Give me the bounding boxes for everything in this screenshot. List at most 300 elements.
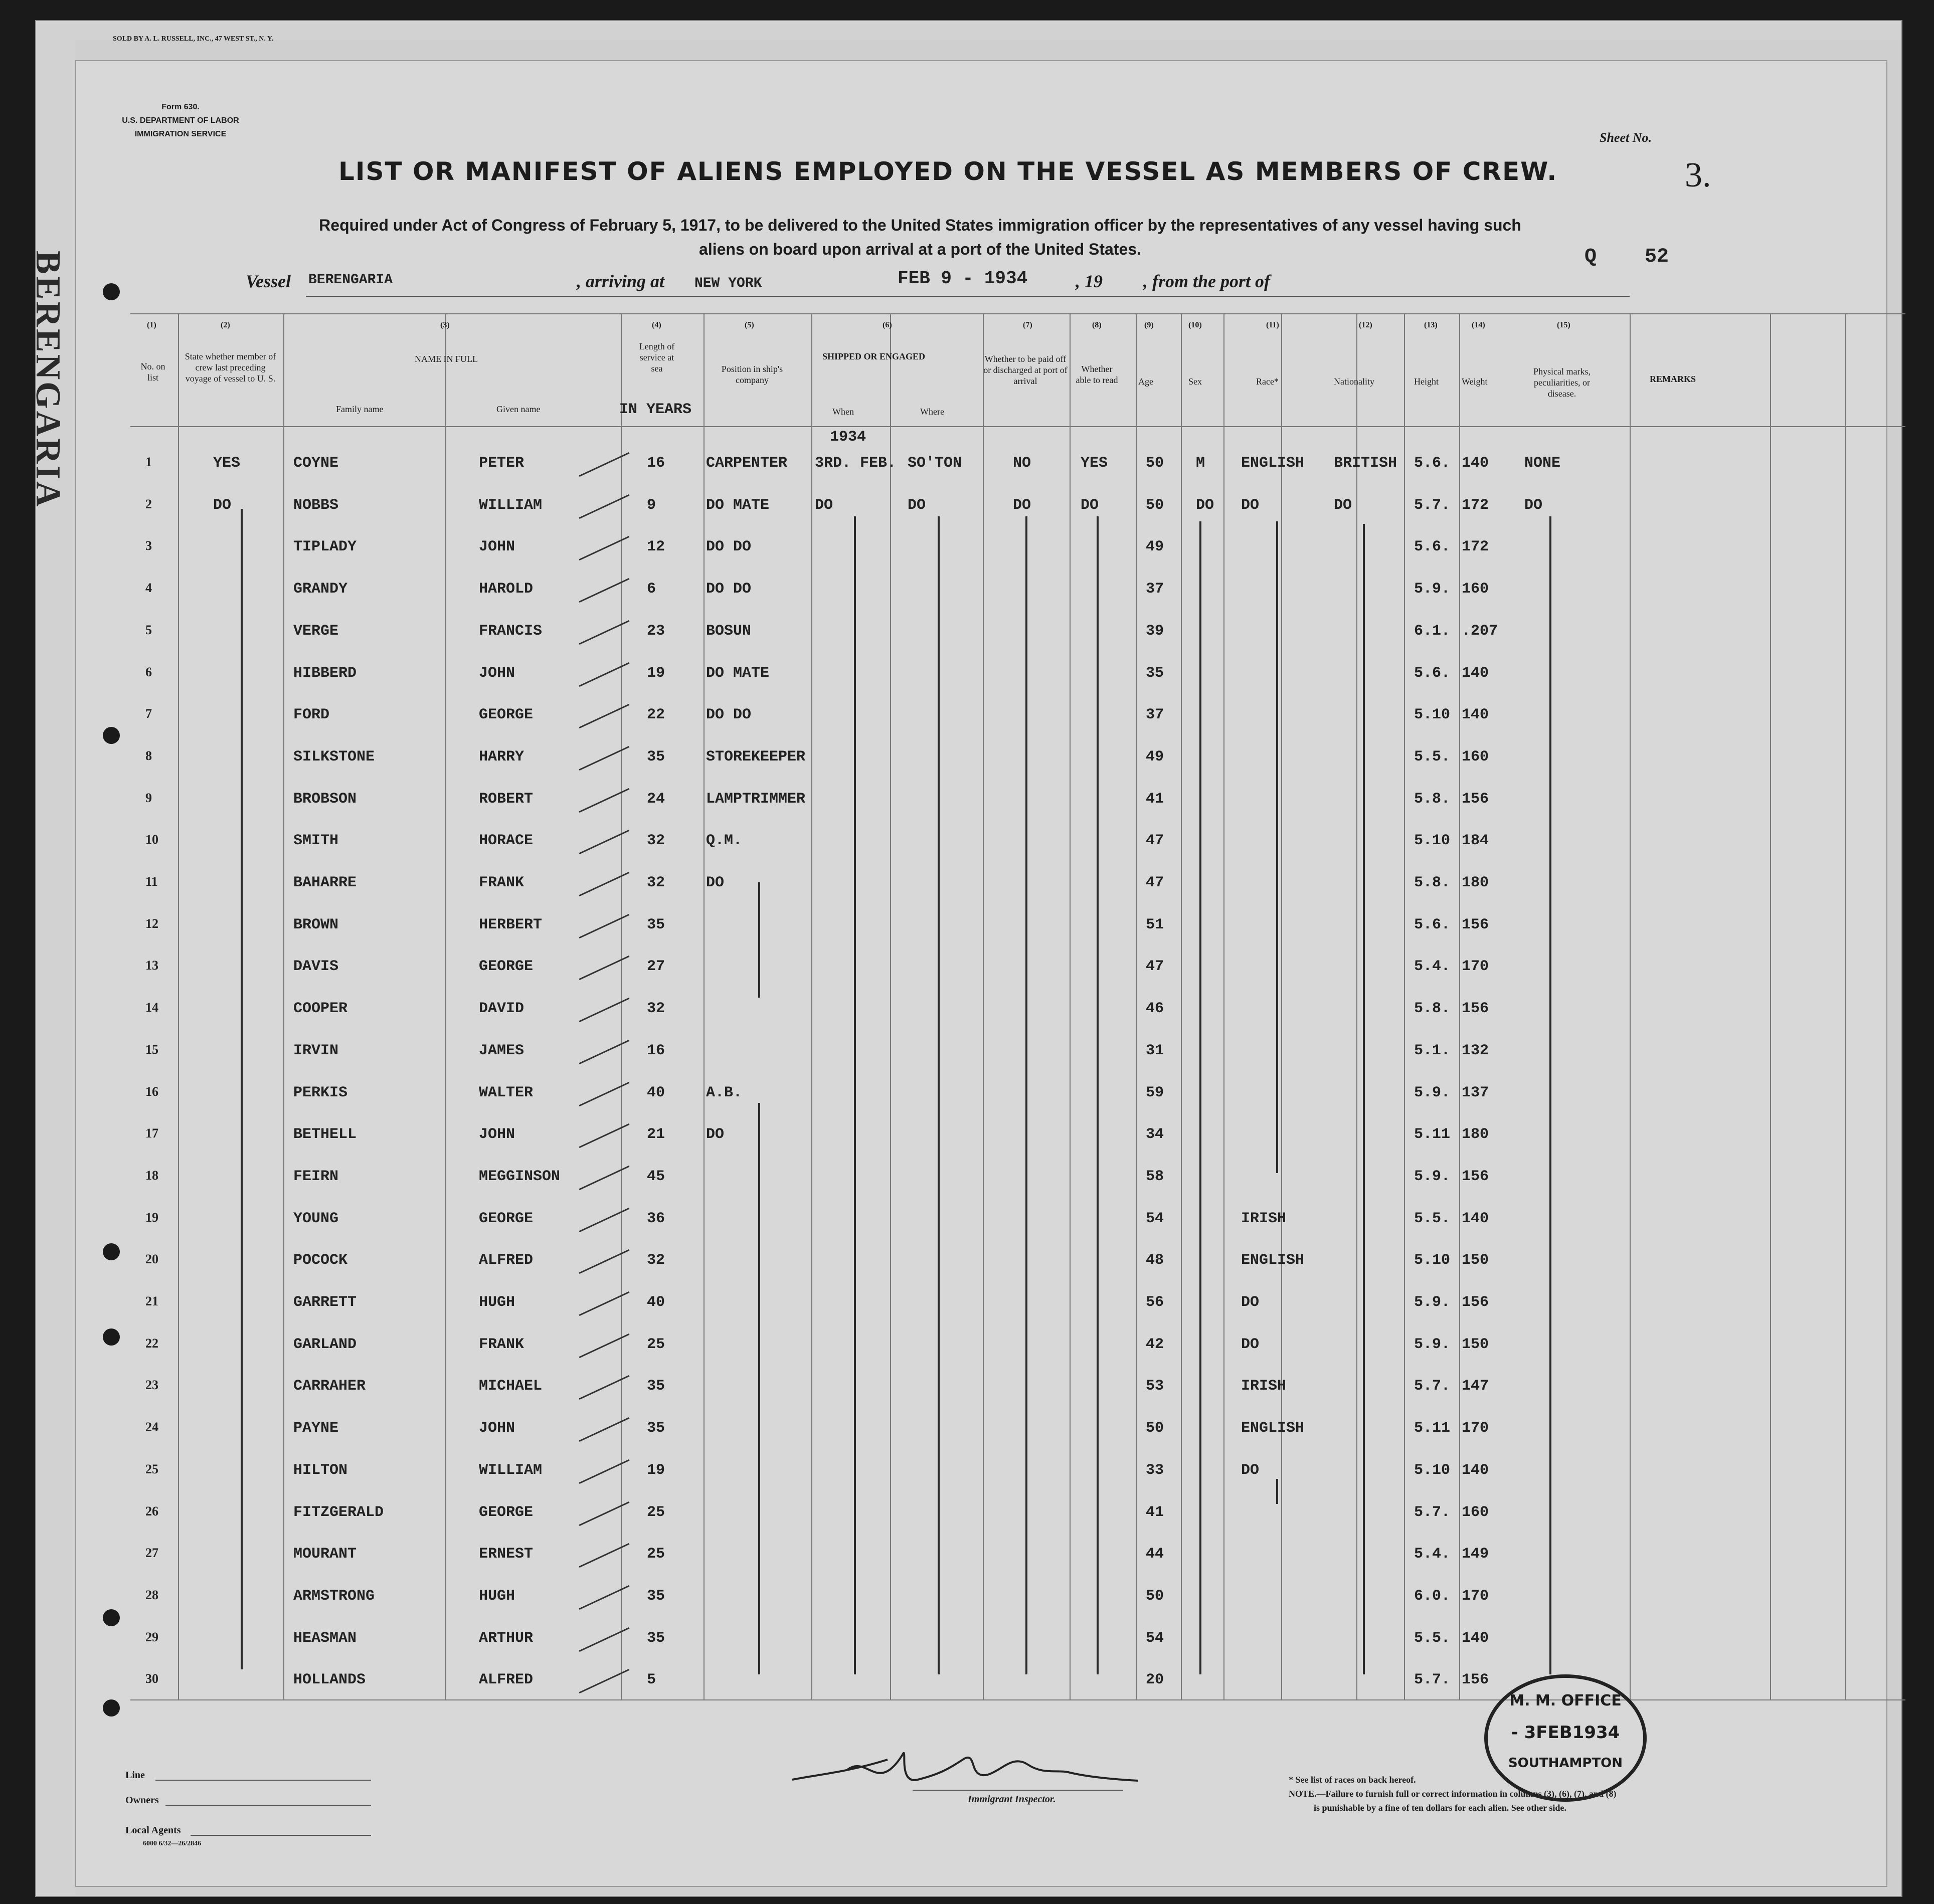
- cell-position: DO MATE: [706, 664, 770, 682]
- cell-age: 31: [1146, 1042, 1164, 1059]
- cell-height: 5.8.: [1414, 874, 1451, 891]
- col3-number: (3): [440, 321, 450, 329]
- printer-credit: SOLD BY A. L. RUSSELL, INC., 47 WEST ST., N. Y.: [113, 35, 274, 43]
- cell-weight: 150: [1462, 1252, 1489, 1269]
- col11-number: (11): [1266, 321, 1279, 329]
- cell-weight: 156: [1462, 1168, 1489, 1185]
- cell-service: 19: [647, 664, 665, 682]
- cell-age: 50: [1146, 455, 1164, 472]
- cell-no: 9: [145, 790, 152, 805]
- cell-age: 41: [1146, 790, 1164, 808]
- ditto-line: [1276, 521, 1278, 1173]
- ditto-line: [758, 882, 760, 998]
- cell-given: JOHN: [479, 538, 515, 556]
- cell-no: 22: [145, 1336, 158, 1351]
- cell-position: CARPENTER: [706, 455, 788, 472]
- cell-given: WALTER: [479, 1084, 534, 1101]
- cell-service: 35: [647, 1420, 665, 1437]
- table-row: [0, 659, 1775, 700]
- cell-age: 56: [1146, 1294, 1164, 1311]
- cell-no: 11: [145, 874, 158, 889]
- line-label: Line: [125, 1770, 145, 1781]
- service: IMMIGRATION SERVICE: [134, 130, 227, 138]
- table-row: [0, 785, 1775, 826]
- cell-height: 5.11: [1414, 1126, 1451, 1144]
- col14-label: Weight: [1462, 376, 1488, 387]
- cell-race: IRISH: [1241, 1378, 1287, 1395]
- cell-height: 5.7.: [1414, 1671, 1451, 1689]
- agents-underline: [191, 1835, 371, 1836]
- col6-label: SHIPPED OR ENGAGED: [822, 351, 926, 361]
- cell-weight: 160: [1462, 748, 1489, 766]
- cell-given: FRANCIS: [479, 622, 543, 640]
- penalty-note-2: is punishable by a fine of ten dollars for each alien. See other side.: [1314, 1803, 1566, 1813]
- cell-weight: 140: [1462, 1210, 1489, 1227]
- cell-service: 27: [647, 958, 665, 976]
- cell-family: BROWN: [293, 916, 339, 933]
- cell-family: PAYNE: [293, 1420, 339, 1437]
- table-row: [0, 868, 1775, 910]
- cell-race: ENGLISH: [1241, 455, 1305, 472]
- cell-family: HEASMAN: [293, 1629, 357, 1647]
- table-row: [0, 449, 1775, 490]
- cell-no: 5: [145, 622, 152, 637]
- col11-label: Race*: [1256, 376, 1279, 387]
- cell-weight: 170: [1462, 1420, 1489, 1437]
- table-row: [0, 1330, 1775, 1372]
- cell-no: 27: [145, 1546, 158, 1561]
- cell-marks: NONE: [1524, 455, 1561, 472]
- ditto-line: [241, 509, 243, 1669]
- cell-sex: M: [1196, 455, 1205, 472]
- cell-race: IRISH: [1241, 1210, 1287, 1227]
- year-label: , 19: [1076, 271, 1103, 291]
- table-row: [0, 491, 1775, 532]
- cell-service: 16: [647, 455, 665, 472]
- cell-age: 44: [1146, 1546, 1164, 1563]
- cell-age: 58: [1146, 1168, 1164, 1185]
- cell-height: 5.9.: [1414, 1336, 1451, 1353]
- ditto-line: [938, 516, 940, 1674]
- cell-age: 47: [1146, 958, 1164, 976]
- cell-age: 47: [1146, 832, 1164, 850]
- cell-position: STOREKEEPER: [706, 748, 806, 766]
- sheet-label: Sheet No.: [1600, 130, 1652, 145]
- cell-family: NOBBS: [293, 496, 339, 514]
- cell-service: 5: [647, 1671, 656, 1689]
- col1-number: (1): [147, 321, 156, 329]
- cell-nationality: BRITISH: [1334, 455, 1397, 472]
- cell-given: GEORGE: [479, 1503, 534, 1521]
- from-port-label: , from the port of: [1143, 271, 1271, 291]
- inspector-underline: [913, 1790, 1123, 1791]
- cell-no: 29: [145, 1629, 158, 1644]
- shipped-year: 1934: [830, 429, 866, 446]
- table-row: [0, 1624, 1775, 1665]
- cell-weight: 156: [1462, 790, 1489, 808]
- cell-height: 5.7.: [1414, 1503, 1451, 1521]
- cell-weight: 184: [1462, 832, 1489, 850]
- cell-height: 5.10: [1414, 706, 1451, 724]
- cell-no: 23: [145, 1378, 158, 1393]
- cell-no: 16: [145, 1084, 158, 1099]
- cell-family: COYNE: [293, 455, 339, 472]
- col3-label: NAME IN FULL: [415, 354, 478, 364]
- cell-given: HERBERT: [479, 916, 543, 933]
- cell-weight: 156: [1462, 1000, 1489, 1018]
- cell-age: 50: [1146, 496, 1164, 514]
- list-number: 52: [1645, 246, 1669, 268]
- cell-race: DO: [1241, 1294, 1260, 1311]
- table-row: [0, 532, 1775, 574]
- cell-height: 5.5.: [1414, 1629, 1451, 1647]
- cell-weight: 149: [1462, 1546, 1489, 1563]
- table-row: [0, 742, 1775, 784]
- cell-service: 22: [647, 706, 665, 724]
- cell-weight: 140: [1462, 1461, 1489, 1479]
- vessel-underline: [306, 296, 1630, 297]
- cell-marks: DO: [1524, 496, 1543, 514]
- table-row: [0, 1162, 1775, 1204]
- col14-number: (14): [1472, 321, 1485, 329]
- subtitle: Required under Act of Congress of February 5, 1917, to be delivered to the United States immigration officer by the representatives of any vessel having such aliens on board upon arrival at a port of the United States.: [319, 216, 1521, 258]
- ditto-line: [1549, 516, 1551, 1674]
- arrival-date: FEB 9 - 1934: [898, 268, 1028, 289]
- table-row: [0, 1246, 1775, 1287]
- cell-given: MEGGINSON: [479, 1168, 561, 1185]
- table-row: [0, 952, 1775, 994]
- cell-position: DO DO: [706, 538, 752, 556]
- cell-height: 5.6.: [1414, 538, 1451, 556]
- table-row: [0, 1582, 1775, 1623]
- cell-race: DO: [1241, 1336, 1260, 1353]
- owners-underline: [165, 1805, 371, 1806]
- cell-weight: 140: [1462, 706, 1489, 724]
- cell-family: COOPER: [293, 1000, 348, 1018]
- cell-no: 24: [145, 1420, 158, 1435]
- cell-no: 28: [145, 1587, 158, 1602]
- cell-height: 5.9.: [1414, 1084, 1451, 1101]
- cell-weight: 160: [1462, 1503, 1489, 1521]
- cell-height: 5.8.: [1414, 790, 1451, 808]
- cell-service: 24: [647, 790, 665, 808]
- cell-age: 50: [1146, 1587, 1164, 1605]
- cell-position: BOSUN: [706, 622, 752, 640]
- col4-number: (4): [652, 321, 661, 329]
- cell-no: 18: [145, 1168, 158, 1183]
- ditto-line: [1025, 516, 1027, 1674]
- cell-service: 40: [647, 1084, 665, 1101]
- cell-height: 5.10: [1414, 832, 1451, 850]
- cell-given: HUGH: [479, 1587, 515, 1605]
- cell-member: DO: [213, 496, 232, 514]
- cell-weight: 147: [1462, 1378, 1489, 1395]
- cell-no: 25: [145, 1461, 158, 1476]
- cell-family: GARRETT: [293, 1294, 357, 1311]
- cell-family: GRANDY: [293, 581, 348, 598]
- ditto-line: [1097, 516, 1099, 1674]
- col9-label: Age: [1138, 376, 1153, 387]
- table-row: [0, 1204, 1775, 1246]
- cell-height: 5.6.: [1414, 916, 1451, 933]
- inspector-signature: [787, 1740, 1148, 1800]
- vessel-label: Vessel: [246, 271, 291, 291]
- cell-height: 5.11: [1414, 1420, 1451, 1437]
- cell-family: FEIRN: [293, 1168, 339, 1185]
- cell-weight: .207: [1462, 622, 1498, 640]
- cell-service: 12: [647, 538, 665, 556]
- cell-age: 20: [1146, 1671, 1164, 1689]
- cell-given: ROBERT: [479, 790, 534, 808]
- cell-no: 6: [145, 664, 152, 679]
- cell-weight: 132: [1462, 1042, 1489, 1059]
- cell-height: 5.6.: [1414, 455, 1451, 472]
- cell-weight: 170: [1462, 958, 1489, 976]
- cell-given: ERNEST: [479, 1546, 534, 1563]
- department: U.S. DEPARTMENT OF LABOR: [122, 116, 239, 125]
- cell-family: BETHELL: [293, 1126, 357, 1144]
- cell-position: DO MATE: [706, 496, 770, 514]
- cell-service: 19: [647, 1461, 665, 1479]
- cell-given: ALFRED: [479, 1252, 534, 1269]
- cell-service: 16: [647, 1042, 665, 1059]
- cell-service: 36: [647, 1210, 665, 1227]
- col7-number: (7): [1023, 321, 1032, 329]
- cell-weight: 150: [1462, 1336, 1489, 1353]
- cell-age: 42: [1146, 1336, 1164, 1353]
- cell-weight: 156: [1462, 916, 1489, 933]
- cell-when: 3RD. FEB.: [815, 455, 897, 472]
- cell-weight: 156: [1462, 1671, 1489, 1689]
- page-edge-stamp: BERENGARIA: [29, 251, 67, 509]
- col13-label: Height: [1414, 376, 1439, 387]
- cell-family: HOLLANDS: [293, 1671, 366, 1689]
- cell-given: JOHN: [479, 1126, 515, 1144]
- cell-family: POCOCK: [293, 1252, 348, 1269]
- cell-service: 6: [647, 581, 656, 598]
- cell-family: HILTON: [293, 1461, 348, 1479]
- table-row: [0, 1036, 1775, 1078]
- cell-age: 37: [1146, 706, 1164, 724]
- cell-position: DO DO: [706, 581, 752, 598]
- cell-service: 35: [647, 916, 665, 933]
- cell-height: 5.6.: [1414, 664, 1451, 682]
- ditto-line: [1363, 524, 1365, 1674]
- cell-service: 40: [647, 1294, 665, 1311]
- cell-height: 5.7.: [1414, 1378, 1451, 1395]
- cell-given: MICHAEL: [479, 1378, 543, 1395]
- cell-height: 5.7.: [1414, 496, 1451, 514]
- table-row: [0, 1288, 1775, 1329]
- cell-family: FORD: [293, 706, 330, 724]
- cell-nationality: DO: [1334, 496, 1352, 514]
- cell-height: 5.9.: [1414, 1294, 1451, 1311]
- cell-given: HORACE: [479, 832, 534, 850]
- cell-race: DO: [1241, 1461, 1260, 1479]
- col6-when-label: When: [832, 407, 854, 417]
- col2-label: State whether member of crew last preceding voyage of vessel to U. S.: [185, 351, 276, 384]
- cell-read: YES: [1081, 455, 1108, 472]
- table-row: [0, 1498, 1775, 1540]
- cell-service: 32: [647, 1252, 665, 1269]
- cell-no: 13: [145, 958, 158, 973]
- sheet-number: 3.: [1685, 156, 1711, 195]
- cell-family: YOUNG: [293, 1210, 339, 1227]
- table-row: [0, 994, 1775, 1036]
- cell-family: BROBSON: [293, 790, 357, 808]
- cell-family: IRVIN: [293, 1042, 339, 1059]
- cell-no: 7: [145, 706, 152, 721]
- col9-number: (9): [1144, 321, 1154, 329]
- cell-service: 23: [647, 622, 665, 640]
- cell-given: WILLIAM: [479, 496, 543, 514]
- cell-height: 5.1.: [1414, 1042, 1451, 1059]
- ditto-line: [758, 1103, 760, 1674]
- cell-no: 21: [145, 1294, 158, 1308]
- cell-family: SILKSTONE: [293, 748, 375, 766]
- table-row: [0, 826, 1775, 868]
- cell-weight: 180: [1462, 874, 1489, 891]
- cell-given: JAMES: [479, 1042, 524, 1059]
- cell-family: FITZGERALD: [293, 1503, 384, 1521]
- cell-given: ALFRED: [479, 1671, 534, 1689]
- penalty-note: NOTE.—Failure to furnish full or correct information in columns (3), (6), (7), and (8): [1289, 1789, 1617, 1799]
- column-divider: [1845, 313, 1846, 1699]
- cell-age: 41: [1146, 1503, 1164, 1521]
- cell-service: 45: [647, 1168, 665, 1185]
- cell-age: 34: [1146, 1126, 1164, 1144]
- cell-service: 9: [647, 496, 656, 514]
- cell-member: YES: [213, 455, 241, 472]
- cell-weight: 140: [1462, 664, 1489, 682]
- cell-family: DAVIS: [293, 958, 339, 976]
- vessel-name: BERENGARIA: [308, 272, 393, 288]
- cell-family: ARMSTRONG: [293, 1587, 375, 1605]
- cell-service: 35: [647, 1378, 665, 1395]
- col10-number: (10): [1188, 321, 1202, 329]
- owners-label: Owners: [125, 1795, 159, 1806]
- cell-given: HARRY: [479, 748, 524, 766]
- line-underline: [155, 1780, 371, 1781]
- punch-hole: [103, 283, 120, 300]
- cell-no: 14: [145, 1000, 158, 1015]
- cell-weight: 140: [1462, 1629, 1489, 1647]
- cell-position: A.B.: [706, 1084, 743, 1101]
- cell-position: LAMPTRIMMER: [706, 790, 806, 808]
- cell-height: 5.5.: [1414, 748, 1451, 766]
- cell-service: 25: [647, 1546, 665, 1563]
- col8-number: (8): [1092, 321, 1102, 329]
- cell-family: BAHARRE: [293, 874, 357, 891]
- cell-age: 49: [1146, 748, 1164, 766]
- cell-service: 21: [647, 1126, 665, 1144]
- col7-label: Whether to be paid off or discharged at port of arrival: [983, 354, 1068, 386]
- print-code: 6000 6/32—26/2846: [143, 1840, 202, 1847]
- col8-label: Whether able to read: [1076, 364, 1118, 385]
- cell-given: WILLIAM: [479, 1461, 543, 1479]
- cell-position: DO DO: [706, 706, 752, 724]
- form-number: Form 630.: [161, 103, 200, 111]
- col4-label: Length of service at sea: [639, 341, 675, 373]
- cell-age: 33: [1146, 1461, 1164, 1479]
- ditto-line: [1199, 521, 1201, 1674]
- cell-weight: 140: [1462, 455, 1489, 472]
- cell-height: 5.4.: [1414, 1546, 1451, 1563]
- cell-family: SMITH: [293, 832, 339, 850]
- cell-no: 17: [145, 1126, 158, 1141]
- cell-race: ENGLISH: [1241, 1252, 1305, 1269]
- col10-label: Sex: [1188, 376, 1202, 387]
- cell-service: 25: [647, 1336, 665, 1353]
- mm-office-stamp: M. M. OFFICE - 3FEB1934 SOUTHAMPTON: [1484, 1674, 1647, 1802]
- col2-number: (2): [221, 321, 230, 329]
- col1-label: No. on list: [140, 361, 165, 383]
- cell-when: DO: [815, 496, 833, 514]
- cell-given: GEORGE: [479, 706, 534, 724]
- cell-age: 35: [1146, 664, 1164, 682]
- col13-number: (13): [1424, 321, 1438, 329]
- cell-weight: 160: [1462, 581, 1489, 598]
- col3-given-label: Given name: [496, 404, 541, 414]
- list-mark: Q: [1585, 246, 1597, 268]
- cell-given: PETER: [479, 455, 524, 472]
- cell-no: 26: [145, 1503, 158, 1518]
- cell-height: 6.1.: [1414, 622, 1451, 640]
- col5-number: (5): [745, 321, 754, 329]
- cell-service: 32: [647, 1000, 665, 1018]
- cell-no: 15: [145, 1042, 158, 1057]
- cell-sex: DO: [1196, 496, 1214, 514]
- cell-age: 39: [1146, 622, 1164, 640]
- col4-typed-units: IN YEARS: [619, 401, 692, 418]
- cell-weight: 170: [1462, 1587, 1489, 1605]
- cell-race: DO: [1241, 496, 1260, 514]
- cell-no: 2: [145, 496, 152, 511]
- cell-family: PERKIS: [293, 1084, 348, 1101]
- cell-no: 20: [145, 1252, 158, 1267]
- cell-weight: 180: [1462, 1126, 1489, 1144]
- cell-no: 4: [145, 581, 152, 596]
- cell-no: 8: [145, 748, 152, 763]
- ditto-line: [854, 516, 856, 1674]
- form-header: [105, 100, 256, 141]
- cell-age: 51: [1146, 916, 1164, 933]
- cell-no: 30: [145, 1671, 158, 1686]
- cell-no: 12: [145, 916, 158, 931]
- cell-family: TIPLADY: [293, 538, 357, 556]
- cell-where: DO: [908, 496, 926, 514]
- cell-height: 5.10: [1414, 1461, 1451, 1479]
- cell-position: Q.M.: [706, 832, 743, 850]
- cell-family: CARRAHER: [293, 1378, 366, 1395]
- cell-family: MOURANT: [293, 1546, 357, 1563]
- cell-given: FRANK: [479, 874, 524, 891]
- cell-age: 49: [1146, 538, 1164, 556]
- races-note: * See list of races on back hereof.: [1289, 1775, 1416, 1785]
- cell-age: 46: [1146, 1000, 1164, 1018]
- cell-position: DO: [706, 1126, 725, 1144]
- cell-no: 10: [145, 832, 158, 847]
- cell-given: FRANK: [479, 1336, 524, 1353]
- cell-height: 5.4.: [1414, 958, 1451, 976]
- cell-age: 54: [1146, 1210, 1164, 1227]
- cell-height: 5.9.: [1414, 1168, 1451, 1185]
- cell-no: 3: [145, 538, 152, 553]
- cell-family: GARLAND: [293, 1336, 357, 1353]
- cell-weight: 172: [1462, 496, 1489, 514]
- cell-height: 5.10: [1414, 1252, 1451, 1269]
- cell-service: 32: [647, 832, 665, 850]
